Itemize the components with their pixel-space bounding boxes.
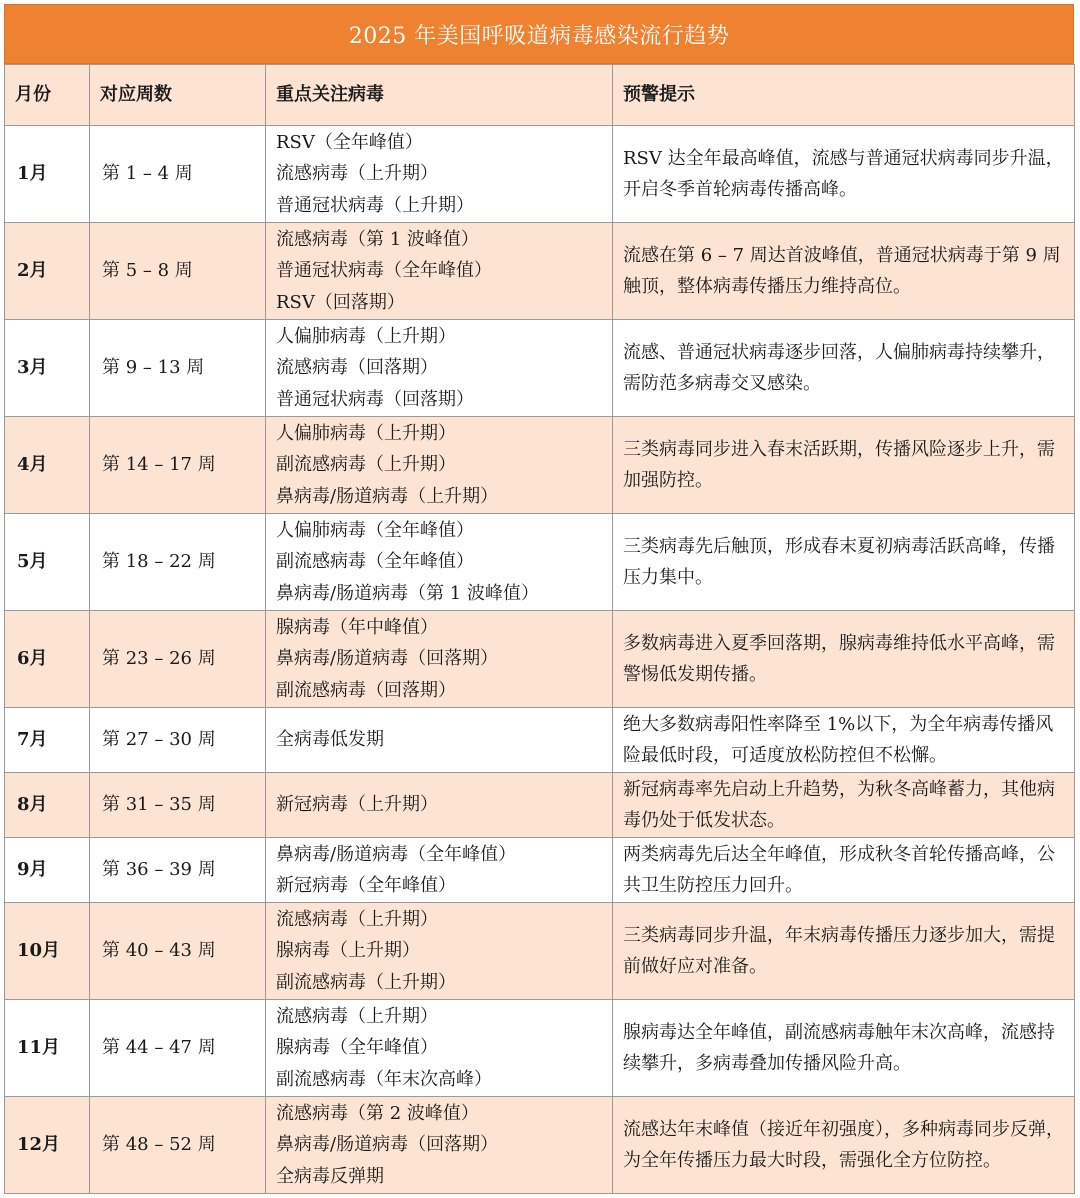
header-month: 月份 [5,65,90,126]
virus-item: 流感病毒（上升期） [276,163,438,185]
warning-cell: 多数病毒进入夏季回落期，腺病毒维持低水平高峰，需警惕低发期传播。 [613,611,1075,708]
table-row [5,417,1075,514]
virus-item: RSV（全年峰值） [276,131,423,153]
weeks-cell: 第 18 – 22 周 [90,514,266,611]
table-row [5,1000,1075,1097]
virus-item: 普通冠状病毒（全年峰值） [276,260,492,282]
viruses-cell [266,320,613,417]
viruses-cell [266,126,613,223]
table-title: 2025 年美国呼吸道病毒感染流行趋势 [4,4,1074,64]
table-row [5,223,1075,320]
virus-item: 流感病毒（回落期） [276,357,438,379]
weeks-cell: 第 27 – 30 周 [90,708,266,773]
virus-item: 流感病毒（上升期） [276,908,438,930]
warning-cell: 流感在第 6 – 7 周达首波峰值，普通冠状病毒于第 9 周触顶，整体病毒传播压力维持高位。 [613,223,1075,320]
virus-item: 鼻病毒/肠道病毒（全年峰值） [276,843,517,865]
weeks-cell: 第 14 – 17 周 [90,417,266,514]
virus-item: 新冠病毒（全年峰值） [276,875,456,896]
virus-item: 副流感病毒（上升期） [276,971,456,993]
virus-item: 全病毒反弹期 [276,1165,384,1187]
month-cell: 6月 [5,611,90,708]
table-row [5,773,1075,838]
virus-item: 鼻病毒/肠道病毒（回落期） [276,1134,499,1156]
viruses-cell [266,223,613,320]
table-container [4,4,1074,1194]
warning-cell: 三类病毒同步升温，年末病毒传播压力逐步加大，需提前做好应对准备。 [613,903,1075,1000]
virus-item: 新冠病毒（上升期） [276,794,438,816]
warning-cell: 绝大多数病毒阳性率降至 1%以下，为全年病毒传播风险最低时段，可适度放松防控但不松懈。 [613,708,1075,773]
virus-item: 鼻病毒/肠道病毒（回落期） [276,648,499,670]
weeks-cell: 第 36 – 39 周 [90,838,266,903]
month-cell: 11月 [5,1000,90,1097]
weeks-cell: 第 40 – 43 周 [90,903,266,1000]
virus-item: 副流感病毒（上升期） [276,454,456,476]
virus-item: 人偏肺病毒（上升期） [276,325,456,347]
table-row [5,1097,1075,1194]
viruses-cell [266,708,613,773]
weeks-cell: 第 48 – 52 周 [90,1097,266,1194]
month-cell: 10月 [5,903,90,1000]
viruses-cell [266,838,613,903]
month-cell: 5月 [5,514,90,611]
virus-item: 鼻病毒/肠道病毒（上升期） [276,485,499,507]
table-row [5,514,1075,611]
table-row [5,126,1075,223]
month-cell: 4月 [5,417,90,514]
virus-item: 腺病毒（全年峰值） [276,1037,438,1059]
virus-item: 副流感病毒（回落期） [276,679,456,701]
virus-item: 普通冠状病毒（回落期） [276,388,474,410]
virus-item: 副流感病毒（年末次高峰） [276,1068,492,1090]
viruses-cell [266,903,613,1000]
viruses-cell [266,514,613,611]
weeks-cell: 第 44 – 47 周 [90,1000,266,1097]
viruses-cell [266,773,613,838]
warning-cell: 流感、普通冠状病毒逐步回落，人偏肺病毒持续攀升，需防范多病毒交叉感染。 [613,320,1075,417]
virus-item: RSV（回落期） [276,291,405,313]
virus-item: 流感病毒（第 2 波峰值） [276,1102,479,1124]
month-cell: 7月 [5,708,90,773]
virus-item: 普通冠状病毒（上升期） [276,194,474,216]
weeks-cell: 第 23 – 26 周 [90,611,266,708]
month-cell: 9月 [5,838,90,903]
month-cell: 3月 [5,320,90,417]
virus-item: 腺病毒（上升期） [276,940,420,962]
weeks-cell: 第 31 – 35 周 [90,773,266,838]
weeks-cell: 第 5 – 8 周 [90,223,266,320]
table-body [5,126,1075,1194]
virus-item: 人偏肺病毒（全年峰值） [276,519,474,541]
month-cell: 8月 [5,773,90,838]
month-cell: 12月 [5,1097,90,1194]
month-cell: 2月 [5,223,90,320]
header-row [5,65,1075,126]
table-row [5,320,1075,417]
warning-cell: 流感达年末峰值（接近年初强度），多种病毒同步反弹，为全年传播压力最大时段，需强化全方位防控。 [613,1097,1075,1194]
month-cell: 1月 [5,126,90,223]
virus-item: 流感病毒（上升期） [276,1005,438,1027]
virus-item: 人偏肺病毒（上升期） [276,422,456,444]
header-weeks: 对应周数 [90,65,266,126]
virus-item: 腺病毒（年中峰值） [276,616,438,638]
virus-item: 鼻病毒/肠道病毒（第 1 波峰值） [276,582,539,604]
header-warning: 预警提示 [613,65,1075,126]
virus-trend-table [4,64,1075,1194]
table-row [5,838,1075,903]
weeks-cell: 第 1 – 4 周 [90,126,266,223]
warning-cell: 两类病毒先后达全年峰值，形成秋冬首轮传播高峰，公共卫生防控压力回升。 [613,838,1075,903]
warning-cell: 新冠病毒率先启动上升趋势，为秋冬高峰蓄力，其他病毒仍处于低发状态。 [613,773,1075,838]
table-row [5,708,1075,773]
header-viruses: 重点关注病毒 [266,65,613,126]
viruses-cell [266,417,613,514]
warning-cell: 三类病毒先后触顶，形成春末夏初病毒活跃高峰，传播压力集中。 [613,514,1075,611]
virus-item: 流感病毒（第 1 波峰值） [276,228,479,250]
viruses-cell [266,1000,613,1097]
weeks-cell: 第 9 – 13 周 [90,320,266,417]
table-row [5,903,1075,1000]
warning-cell: RSV 达全年最高峰值，流感与普通冠状病毒同步升温，开启冬季首轮病毒传播高峰。 [613,126,1075,223]
virus-item: 全病毒低发期 [276,729,384,751]
warning-cell: 三类病毒同步进入春末活跃期，传播风险逐步上升，需加强防控。 [613,417,1075,514]
viruses-cell [266,611,613,708]
virus-item: 副流感病毒（全年峰值） [276,551,474,573]
viruses-cell [266,1097,613,1194]
warning-cell: 腺病毒达全年峰值，副流感病毒触年末次高峰，流感持续攀升，多病毒叠加传播风险升高。 [613,1000,1075,1097]
table-row [5,611,1075,708]
